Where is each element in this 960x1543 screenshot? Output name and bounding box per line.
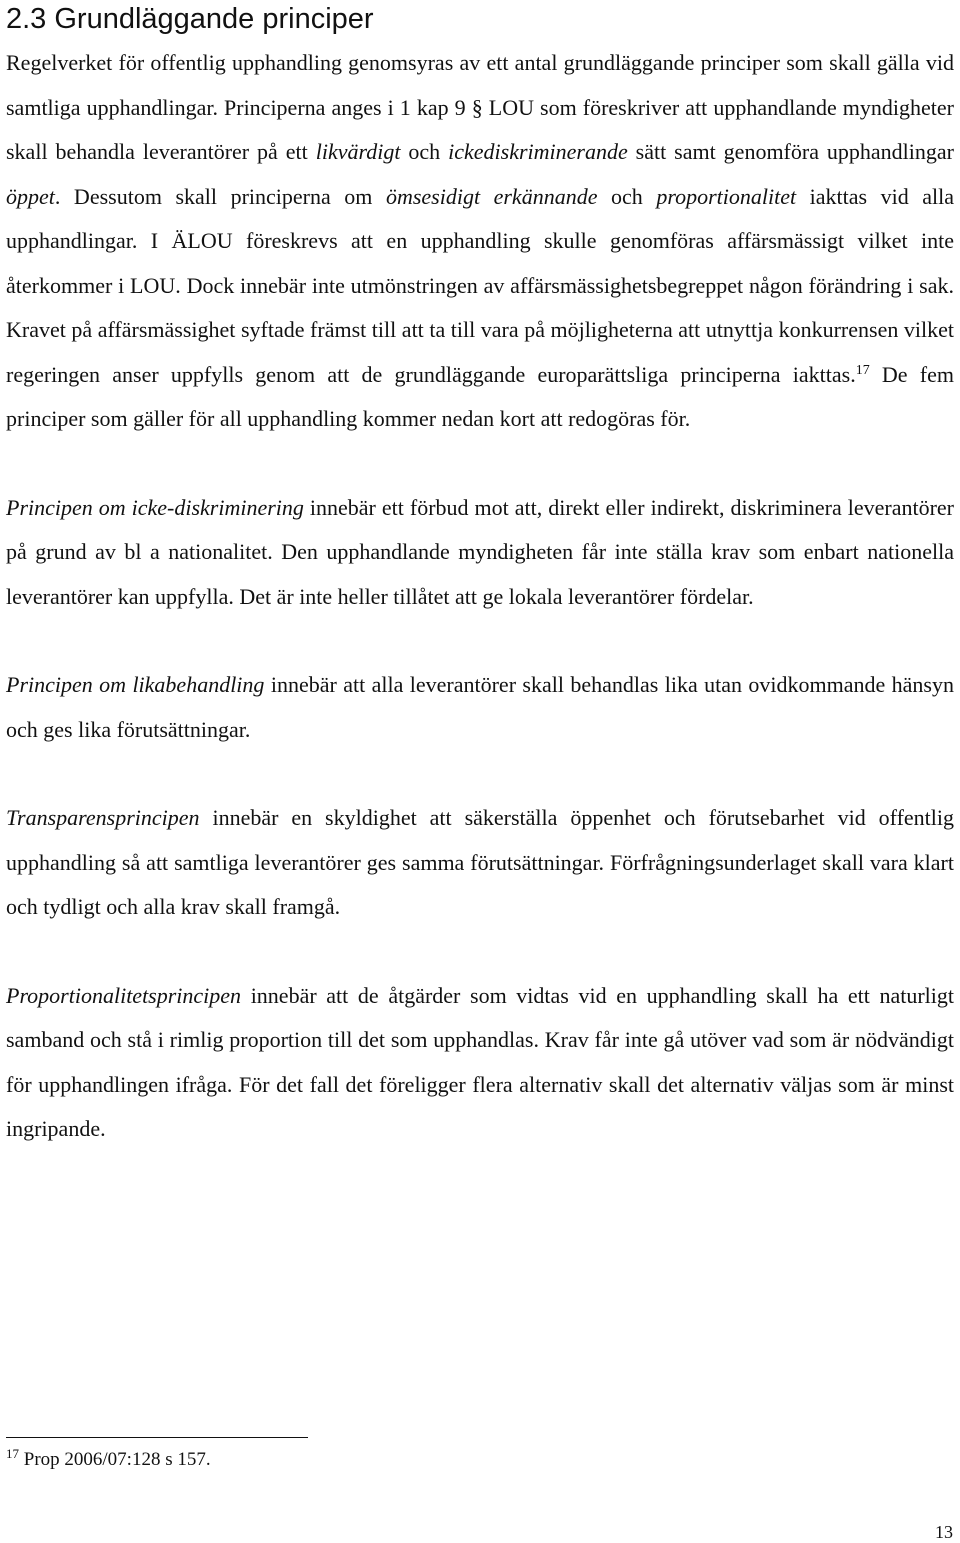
transparency-text: innebär en skyldighet att säkerställa öppenhet och förutsebarhet vid offentlig upphandling så att samtliga leverantörer ges samma förutsättningar. Förfrågningsunderlaget skall vara klart och tydligt och alla krav skall framgå.: [6, 805, 954, 919]
intro-text-6: iakttas vid alla upphandlingar. I ÄLOU föreskrevs att en upphandling skulle genomföras affärsmässigt vilket inte återkommer i LOU. Dock innebär inte utmönstringen av affärsmässighetsbegreppet någon förändring i sak. Kravet på affärsmässighet syftade främst till att ta till vara på möjligheterna att utnyttja konkurrensen vilket regeringen anser uppfylls genom att de grundläggande europarättsliga principerna iakttas.: [6, 183, 955, 387]
equal-treatment-text: innebär att alla leverantörer skall behandlas lika utan ovidkommande hänsyn och ges lika förutsättningar.: [6, 672, 954, 742]
term-proportionalitet: proportionalitet: [656, 183, 797, 209]
intro-paragraph: [6, 41, 954, 442]
footnote: [6, 1448, 211, 1472]
term-omsesidigt-erkannande: ömsesidigt erkännande: [385, 183, 598, 209]
paragraph-nondiscrimination: [6, 486, 954, 620]
intro-text-1: Regelverket för offentlig upphandling genomsyras av ett antal grundläggande principer som skall gälla vid samtliga upphandlingar. Principerna anges i 1 kap 9 § LOU som föreskriver att upphandlande myndigheter skall behandla leverantörer på ett: [6, 50, 954, 164]
paragraph-equal-treatment: [6, 663, 954, 752]
section-heading: 2.3 Grundläggande principer: [6, 3, 374, 35]
intro-text-4: . Dessutom skall principerna om: [54, 183, 386, 209]
proportionality-text: innebär att de åtgärder som vidtas vid en upphandling skall ha ett naturligt samband och stå i rimlig proportion till det som upphandlas. Krav får inte gå utöver vad som är nödvändigt för upphandlingen ifråga. För det fall det föreligger flera alternativ skall det alternativ väljas som är minst ingripande.: [6, 982, 954, 1141]
term-nondiscrimination: Principen om icke-diskriminering: [6, 494, 304, 520]
intro-text-3: sätt samt genomföra upphandlingar: [627, 139, 954, 164]
intro-text-2: och: [400, 139, 449, 164]
footnote-number: 17: [6, 1446, 19, 1461]
term-transparency: Transparensprincipen: [6, 805, 200, 830]
term-proportionality: Proportionalitetsprincipen: [6, 982, 242, 1008]
term-oppet: öppet: [6, 183, 55, 209]
paragraph-proportionality: [6, 974, 954, 1152]
intro-text-7: De fem principer som gäller för all upphandling kommer nedan kort att redogöras för.: [6, 361, 954, 431]
term-equal-treatment: Principen om likabehandling: [6, 672, 265, 697]
footnote-text: Prop 2006/07:128 s 157.: [19, 1449, 211, 1470]
footnote-divider: [6, 1437, 308, 1438]
footnote-reference: 17: [855, 362, 870, 378]
paragraph-transparency: [6, 796, 954, 930]
page-number: 13: [935, 1522, 953, 1542]
nondiscrimination-text: innebär ett förbud mot att, direkt eller indirekt, diskriminera leverantörer på grund av bl a nationalitet. Den upphandlande myndigheten får inte ställa krav som enbart nationella leverantörer kan uppfylla. Det är inte heller tillåtet att ge lokala leverantörer fördelar.: [6, 494, 954, 609]
intro-text-5: och: [597, 183, 657, 209]
term-likvardigt: likvärdigt: [315, 139, 401, 164]
document-page: [6, 0, 954, 1152]
term-ickediskriminerande: ickediskriminerande: [448, 139, 628, 164]
